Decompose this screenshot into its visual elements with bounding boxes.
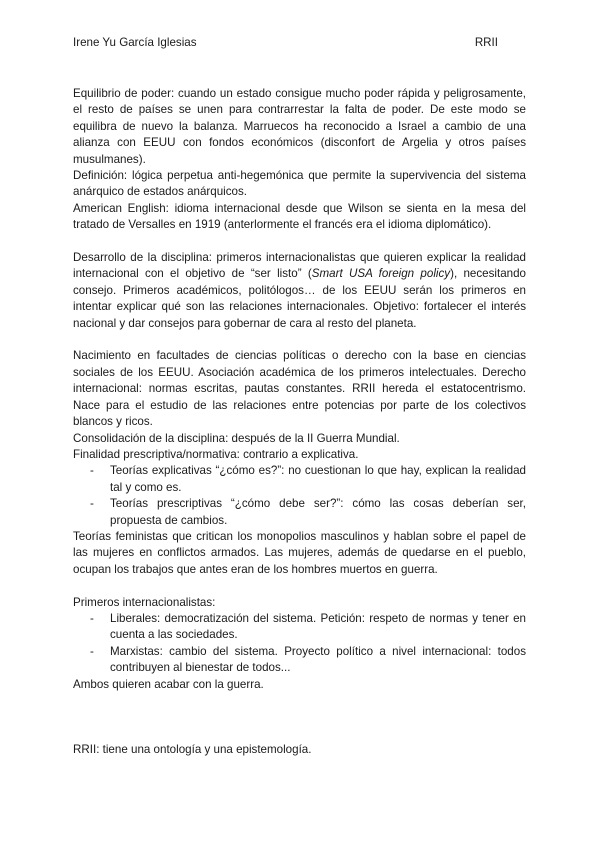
paragraph-ambos: Ambos quieren acabar con la guerra.	[73, 677, 264, 691]
course-name: RRII	[474, 36, 498, 49]
paragraph-finalidad: Finalidad prescriptiva/normativa: contrario a explicativa.	[73, 447, 359, 461]
desarrollo-text-b: ), necesitando consejo. Primeros académicos, politólogos… de los EEUU serán los primeros en intentar explicar qué son las relaciones internacionales. Objetivo: fortalecer el interés nacional y dar consejos para gobernar de cara al resto del planeta.	[73, 267, 526, 330]
list-item	[90, 496, 526, 529]
paragraph-definicion: Definición: lógica perpetua anti-hegemónica que permite la supervivencia del sistema anárquico de estados anárquicos.	[73, 169, 526, 199]
paragraph-feministas: Teorías feministas que critican los monopolios masculinos y hablan sobre el papel de las mujeres en conflictos armados. Las mujeres, además de quedarse en el pueblo, ocupan los trabajos que antes eran de los hombres muertos en guerra.	[73, 529, 526, 576]
list-item-text: Teorías prescriptivas “¿cómo debe ser?”: cómo las cosas deberían ser, propuesta de cambios.	[110, 497, 526, 527]
spacer	[73, 693, 526, 742]
paragraph-consolidacion: Consolidación de la disciplina: después de la II Guerra Mundial.	[73, 431, 400, 445]
spacer	[73, 578, 526, 594]
list-item-text: Liberales: democratización del sistema. Petición: respeto de normas y tener en cuenta a las sociedades.	[110, 611, 526, 642]
paragraph-desarrollo	[73, 250, 526, 332]
paragraph-nacimiento: Nacimiento en facultades de ciencias políticas o derecho con la base en ciencias sociales de los EEUU. Asociación académica de los primeros intelectuales. Derecho internacional: normas escritas, pautas constantes. RRII hereda el estatocentrismo. Nace para el estudio de las relaciones entre potencias por parte de los colectivos blancos y ricos.	[73, 349, 526, 429]
spacer	[73, 234, 526, 250]
list-item-text: Teorías explicativas “¿cómo es?”: no cuestionan lo que hay, explican la realidad tal y como es.	[110, 464, 526, 494]
desarrollo-italic: Smart USA foreign policy	[311, 267, 451, 281]
list-item	[90, 611, 526, 644]
paragraph-equilibrio: Equilibrio de poder: cuando un estado consigue mucho poder rápida y peligrosamente, el resto de países se unen para contrarrestar la falta de poder. De este modo se equilibra de nuevo la balanza. Marruecos ha reconocido a Israel a cambio de una alianza con EEUU con fondos económicos (disconfort de Argelia y otros países musulmanes).	[73, 87, 526, 166]
dash-bullet-icon: -	[90, 497, 94, 511]
teorias-list	[73, 463, 526, 529]
paragraph-primeros: Primeros internacionalistas:	[73, 595, 216, 609]
page-header	[73, 36, 498, 52]
list-item-text: Marxistas: cambio del sistema. Proyecto político a nivel internacional: todos contribuyen al bienestar de todos...	[110, 644, 526, 675]
document-body	[73, 86, 526, 758]
author-name: Irene Yu García Iglesias	[73, 36, 197, 49]
internacionalistas-list	[73, 611, 526, 677]
paragraph-ontologia: RRII: tiene una ontología y una epistemología.	[73, 742, 312, 756]
list-item	[90, 463, 526, 496]
paragraph-american-english: American English: idioma internacional desde que Wilson se sienta en la mesa del tratado de Versalles en 1919 (anterlormente el francés era el idioma diplomático).	[73, 201, 526, 232]
dash-bullet-icon: -	[90, 611, 94, 625]
spacer	[73, 332, 526, 348]
list-item	[90, 644, 526, 677]
desarrollo-text-a: Desarrollo de la disciplina: primeros internacionalistas que quieren explicar la realidad internacional con el objetivo de “ser listo” (	[73, 251, 526, 281]
dash-bullet-icon: -	[90, 644, 94, 658]
dash-bullet-icon: -	[90, 464, 94, 478]
